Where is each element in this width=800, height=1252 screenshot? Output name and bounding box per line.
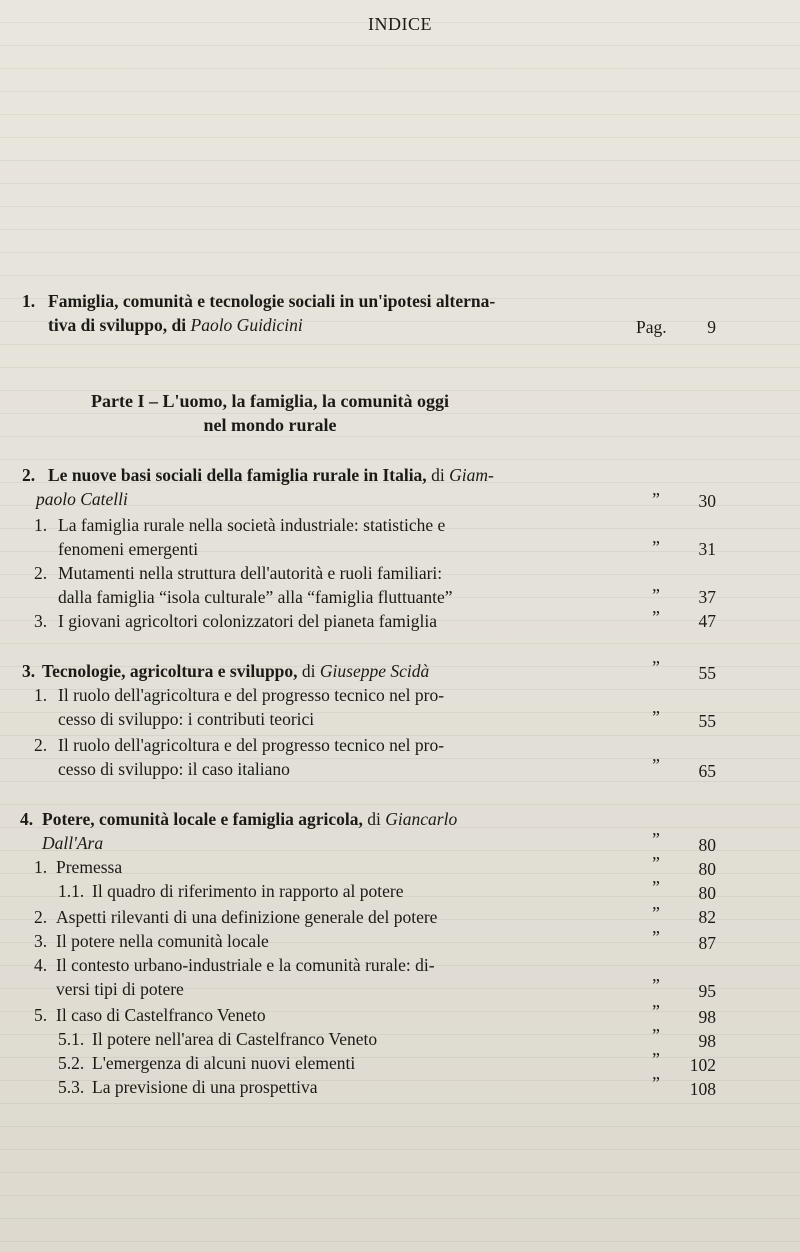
ditto-mark: ” bbox=[652, 829, 660, 849]
ch4-item-5-number: 5. bbox=[34, 1005, 48, 1025]
ch2-item-1-page: 31 bbox=[698, 539, 716, 559]
ch2-item-1-line-1: La famiglia rurale nella società industriale: statistiche e bbox=[58, 515, 446, 535]
ch3-item-2-number: 2. bbox=[34, 735, 48, 755]
ditto-mark: ” bbox=[652, 489, 660, 509]
ch4-item-2-text: Aspetti rilevanti di una definizione generale del potere bbox=[56, 907, 438, 927]
chapter-1-number: 1. bbox=[22, 291, 36, 311]
ditto-mark: ” bbox=[652, 853, 660, 873]
ditto-mark: ” bbox=[652, 975, 660, 995]
ch4-item-3-number: 3. bbox=[34, 931, 48, 951]
ch3-item-1-page: 55 bbox=[698, 711, 716, 731]
ch4-item-5-1-page: 98 bbox=[698, 1031, 716, 1051]
ch4-item-5-page: 98 bbox=[698, 1007, 716, 1027]
ch4-item-4-number: 4. bbox=[34, 955, 48, 975]
ditto-mark: ” bbox=[652, 903, 660, 923]
ch4-item-5-2-number: 5.2. bbox=[58, 1053, 85, 1073]
ch2-item-3-page: 47 bbox=[698, 611, 716, 631]
ch3-item-2-line-1: Il ruolo dell'agricoltura e del progresso tecnico nel pro- bbox=[58, 735, 445, 755]
chapter-4-page: 80 bbox=[698, 835, 716, 855]
part-1-heading-line-2: nel mondo rurale bbox=[203, 415, 337, 435]
chapter-4-title: Potere, comunità locale e famiglia agricola, bbox=[42, 809, 363, 829]
ditto-mark: ” bbox=[652, 1049, 660, 1069]
ch4-item-1-page: 80 bbox=[698, 859, 716, 879]
ch3-item-1-line-2: cesso di sviluppo: i contributi teorici bbox=[58, 709, 315, 729]
ch4-item-5-text: Il caso di Castelfranco Veneto bbox=[56, 1005, 266, 1025]
ch4-item-4-line-2: versi tipi di potere bbox=[56, 979, 184, 999]
chapter-2-author-part-1: Giam- bbox=[449, 465, 494, 485]
ch2-item-2-number: 2. bbox=[34, 563, 48, 583]
ch4-item-5-3-page: 108 bbox=[689, 1079, 716, 1099]
ditto-mark: ” bbox=[652, 1001, 660, 1021]
ch4-item-4-line-1: Il contesto urbano-industriale e la comunità rurale: di- bbox=[56, 955, 435, 975]
ch2-item-2-line-1: Mutamenti nella struttura dell'autorità e ruoli familiari: bbox=[58, 563, 443, 583]
ch4-item-1-1-page: 80 bbox=[698, 883, 716, 903]
chapter-2-author-part-2: paolo Catelli bbox=[36, 489, 128, 509]
ch4-item-2-number: 2. bbox=[34, 907, 48, 927]
ch2-item-3-line-1: I giovani agricoltori colonizzatori del pianeta famiglia bbox=[58, 611, 438, 631]
ch4-item-3-page: 87 bbox=[698, 933, 716, 953]
ch4-item-2-page: 82 bbox=[698, 907, 716, 927]
ch4-item-1-number: 1. bbox=[34, 857, 48, 877]
chapter-3-title-line: Tecnologie, agricoltura e sviluppo, di Giuseppe Scidà bbox=[42, 661, 430, 681]
ch4-item-5-3-number: 5.3. bbox=[58, 1077, 85, 1097]
chapter-4-author-part-2: Dall'Ara bbox=[42, 833, 104, 853]
chapter-1-author: Paolo Guidicini bbox=[190, 315, 303, 335]
ch4-item-5-1-text: Il potere nell'area di Castelfranco Veneto bbox=[92, 1029, 378, 1049]
ch4-item-5-3-text: La previsione di una prospettiva bbox=[92, 1077, 318, 1097]
chapter-1-page: 9 bbox=[707, 317, 716, 337]
ch4-item-3-text: Il potere nella comunità locale bbox=[56, 931, 269, 951]
ch4-item-1-1-text: Il quadro di riferimento in rapporto al potere bbox=[92, 881, 404, 901]
chapter-2-page: 30 bbox=[698, 491, 716, 511]
ch4-item-5-2-page: 102 bbox=[689, 1055, 716, 1075]
chapter-3-page: 55 bbox=[698, 663, 716, 683]
ch2-item-2-page: 37 bbox=[698, 587, 716, 607]
ch4-item-5-2-text: L'emergenza di alcuni nuovi elementi bbox=[92, 1053, 356, 1073]
chapter-4-title-line-1: Potere, comunità locale e famiglia agricola, di Giancarlo bbox=[42, 809, 458, 829]
chapter-3-author: Giuseppe Scidà bbox=[319, 661, 430, 681]
ditto-mark: ” bbox=[652, 1073, 660, 1093]
ch4-item-1-text: Premessa bbox=[56, 857, 123, 877]
chapter-2-title-line-1: Le nuove basi sociali della famiglia rurale in Italia, di Giam- bbox=[48, 465, 494, 485]
ch4-item-1-1-number: 1.1. bbox=[58, 881, 85, 901]
ch2-item-2-line-2: dalla famiglia “isola culturale” alla “famiglia fluttuante” bbox=[58, 587, 453, 607]
ch4-item-4-page: 95 bbox=[698, 981, 716, 1001]
page-title: INDICE bbox=[368, 14, 432, 34]
chapter-3-number: 3. bbox=[22, 661, 36, 681]
part-1-heading-line-1: Parte I – L'uomo, la famiglia, la comunità oggi bbox=[91, 391, 449, 411]
page-label: Pag. bbox=[636, 317, 667, 337]
ch2-item-1-number: 1. bbox=[34, 515, 48, 535]
chapter-1-title-line-2: tiva di sviluppo, di Paolo Guidicini bbox=[48, 315, 303, 335]
chapter-4-author-part-1: Giancarlo bbox=[385, 809, 458, 829]
ch3-item-1-number: 1. bbox=[34, 685, 48, 705]
chapter-4-number: 4. bbox=[20, 809, 34, 829]
ch2-item-3-number: 3. bbox=[34, 611, 48, 631]
ditto-mark: ” bbox=[652, 585, 660, 605]
ditto-mark: ” bbox=[652, 755, 660, 775]
ditto-mark: ” bbox=[652, 877, 660, 897]
ditto-mark: ” bbox=[652, 1025, 660, 1045]
ditto-mark: ” bbox=[652, 927, 660, 947]
chapter-3-title: Tecnologie, agricoltura e sviluppo, bbox=[42, 661, 298, 681]
ch2-item-1-line-2: fenomeni emergenti bbox=[58, 539, 199, 559]
chapter-1-title-line-1: Famiglia, comunità e tecnologie sociali in un'ipotesi alterna- bbox=[48, 291, 496, 311]
chapter-2-title: Le nuove basi sociali della famiglia rurale in Italia, bbox=[48, 465, 427, 485]
ditto-mark: ” bbox=[652, 657, 660, 677]
ditto-mark: ” bbox=[652, 537, 660, 557]
ditto-mark: ” bbox=[652, 707, 660, 727]
ditto-mark: ” bbox=[652, 607, 660, 627]
ch3-item-1-line-1: Il ruolo dell'agricoltura e del progresso tecnico nel pro- bbox=[58, 685, 445, 705]
chapter-2-number: 2. bbox=[22, 465, 36, 485]
ch4-item-5-1-number: 5.1. bbox=[58, 1029, 85, 1049]
ch3-item-2-page: 65 bbox=[698, 761, 716, 781]
ch3-item-2-line-2: cesso di sviluppo: il caso italiano bbox=[58, 759, 290, 779]
